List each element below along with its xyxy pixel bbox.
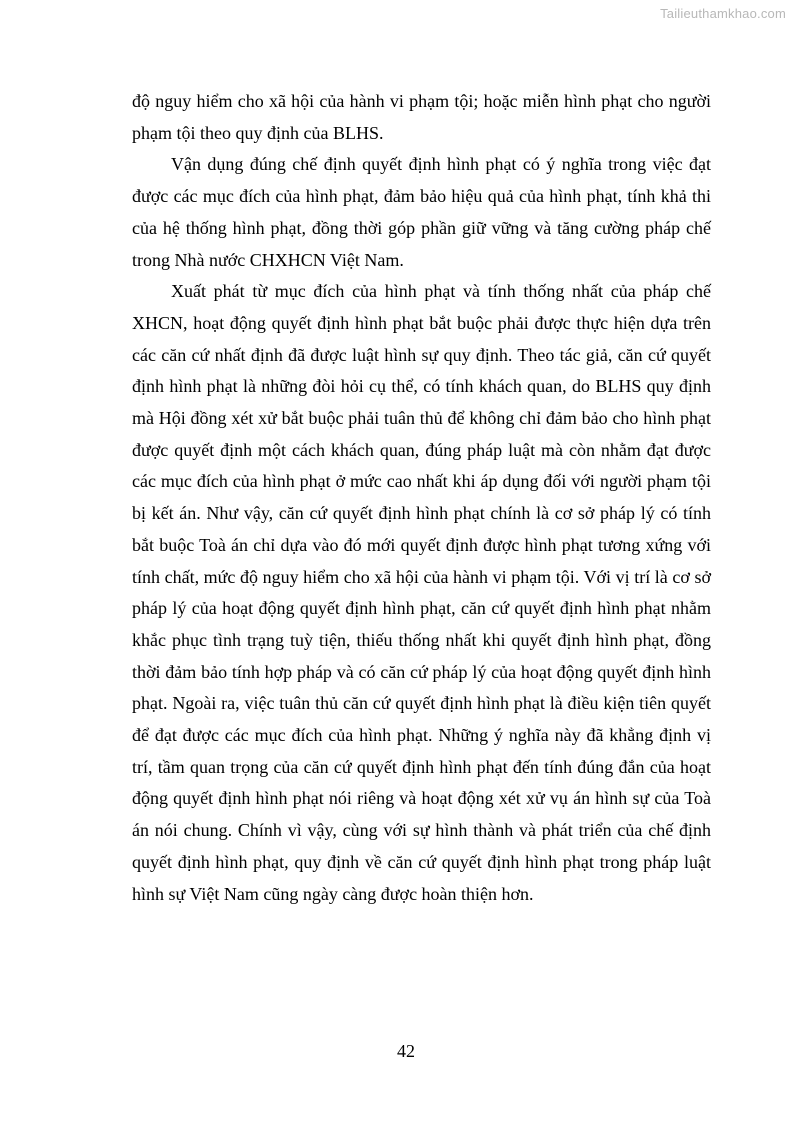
paragraph: Xuất phát từ mục đích của hình phạt và tính thống nhất của pháp chế XHCN, hoạt động quyết định hình phạt bắt buộc phải được thực hiện dựa trên các căn cứ nhất định đã được luật hình sự quy định. Theo tác giả, căn cứ quyết định hình phạt là những đòi hỏi cụ thể, có tính khách quan, do BLHS quy định mà Hội đồng xét xử bắt buộc phải tuân thủ để không chỉ đảm bảo cho hình phạt được quyết định một cách khách quan, đúng pháp luật mà còn nhằm đạt được các mục đích của hình phạt ở mức cao nhất khi áp dụng đối với người phạm tội bị kết án. Như vậy, căn cứ quyết định hình phạt chính là cơ sở pháp lý có tính bắt buộc Toà án chỉ dựa vào đó mới quyết định được hình phạt tương xứng với tính chất, mức độ nguy hiểm cho xã hội của hành vi phạm tội. Với vị trí là cơ sở pháp lý của hoạt động quyết định hình phạt, căn cứ quyết định hình phạt nhằm khắc phục tình trạng tuỳ tiện, thiếu thống nhất khi quyết định hình phạt, đồng thời đảm bảo tính hợp pháp và có căn cứ pháp lý của hoạt động quyết định hình phạt. Ngoài ra, việc tuân thủ căn cứ quyết định hình phạt là điều kiện tiên quyết để đạt được các mục đích của hình phạt. Những ý nghĩa này đã khẳng định vị trí, tầm quan trọng của căn cứ quyết định hình phạt đến tính đúng đắn của hoạt động quyết định hình phạt nói riêng và hoạt động xét xử vụ án hình sự của Toà án nói chung. Chính vì vậy, cùng với sự hình thành và phát triển của chế định quyết định hình phạt, quy định về căn cứ quyết định hình phạt trong pháp luật hình sự Việt Nam cũng ngày càng được hoàn thiện hơn.	[132, 281, 711, 904]
watermark-text: Tailieuthamkhao.com	[660, 6, 786, 21]
paragraph-continued: độ nguy hiểm cho xã hội của hành vi phạm tội; hoặc miễn hình phạt cho người phạm tội theo quy định của BLHS.	[132, 91, 711, 143]
paragraph: Vận dụng đúng chế định quyết định hình phạt có ý nghĩa trong việc đạt được các mục đích của hình phạt, đảm bảo hiệu quả của hình phạt, tính khả thi của hệ thống hình phạt, đồng thời góp phần giữ vững và tăng cường pháp chế trong Nhà nước CHXHCN Việt Nam.	[132, 154, 711, 270]
page-number: 42	[397, 1041, 415, 1061]
document-body	[132, 86, 711, 910]
